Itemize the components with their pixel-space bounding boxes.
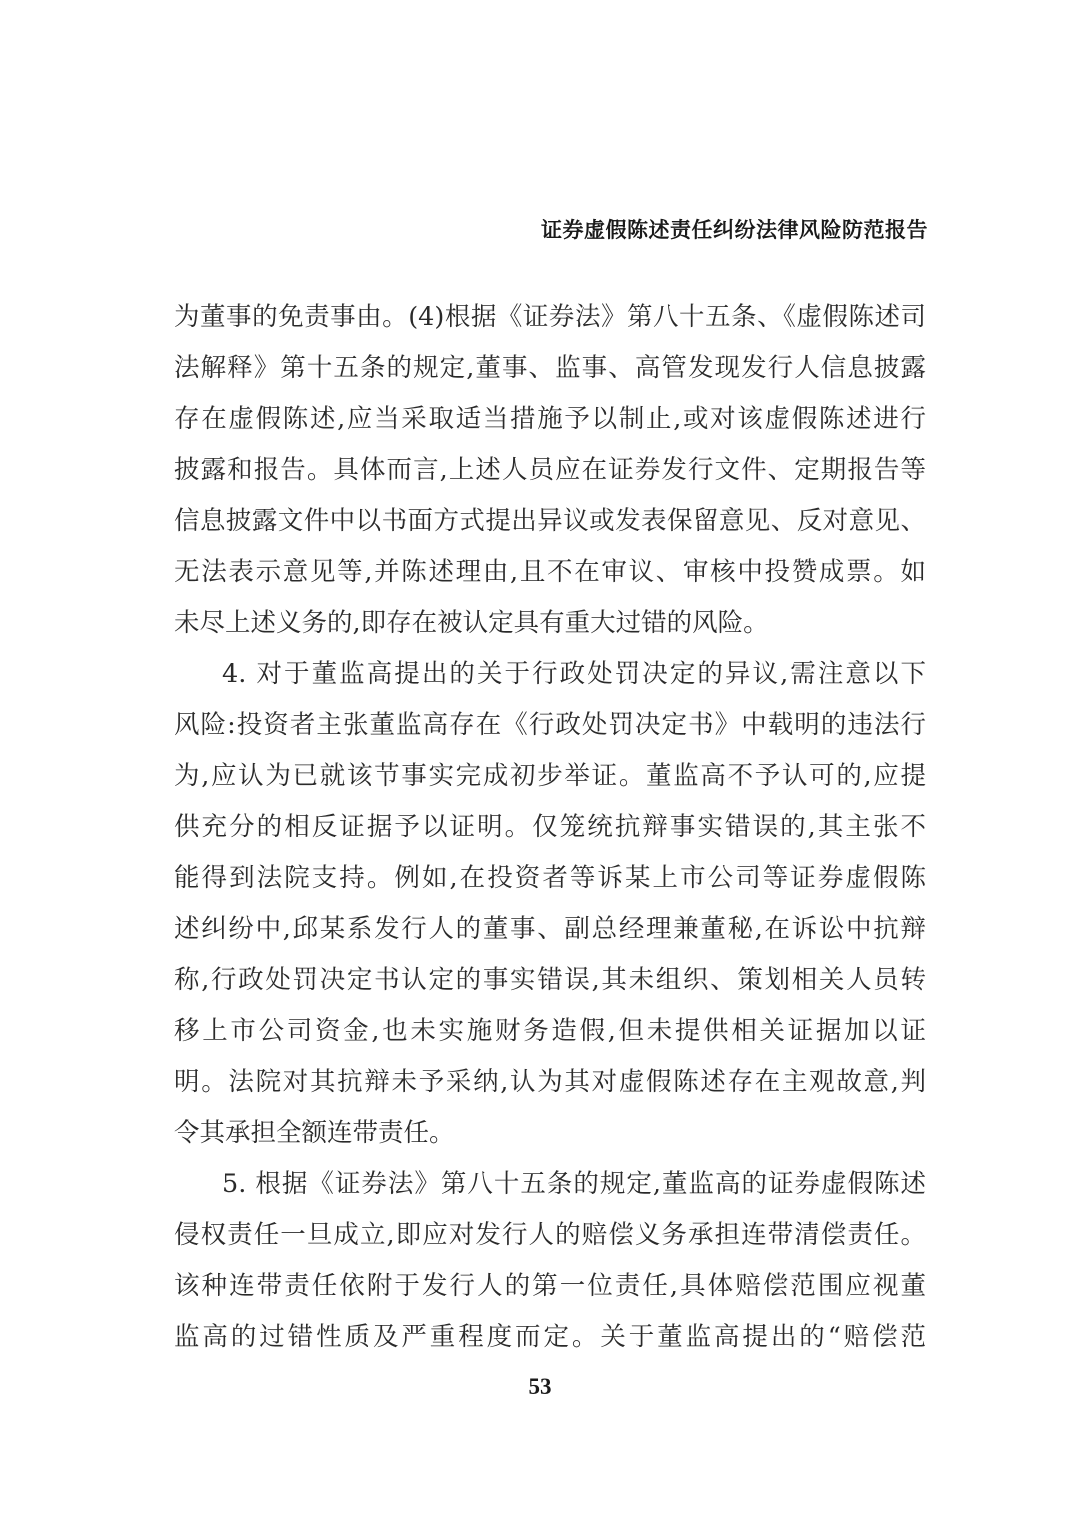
text-line: 4. 对于董监高提出的关于行政处罚决定的异议,需注意以下	[222, 659, 926, 689]
text-line: 信息披露文件中以书面方式提出异议或发表保留意见、反对意见、	[174, 506, 926, 536]
running-header: 证券虚假陈述责任纠纷法律风险防范报告	[541, 218, 928, 242]
text-line: 存在虚假陈述,应当采取适当措施予以制止,或对该虚假陈述进行	[174, 404, 926, 434]
text-line: 监高的过错性质及严重程度而定。关于董监高提出的“赔偿范	[174, 1322, 926, 1352]
text-line: 法解释》第十五条的规定,董事、监事、高管发现发行人信息披露	[174, 353, 926, 383]
text-line: 能得到法院支持。例如,在投资者等诉某上市公司等证券虚假陈	[174, 863, 926, 893]
text-line: 未尽上述义务的,即存在被认定具有重大过错的风险。	[174, 608, 769, 638]
text-line: 移上市公司资金,也未实施财务造假,但未提供相关证据加以证	[174, 1016, 926, 1046]
text-line: 称,行政处罚决定书认定的事实错误,其未组织、策划相关人员转	[174, 965, 926, 995]
text-line: 明。法院对其抗辩未予采纳,认为其对虚假陈述存在主观故意,判	[174, 1067, 926, 1097]
text-line: 风险:投资者主张董监高存在《行政处罚决定书》中载明的违法行	[174, 710, 926, 740]
text-line: 令其承担全额连带责任。	[174, 1118, 455, 1148]
text-line: 5. 根据《证券法》第八十五条的规定,董监高的证券虚假陈述	[222, 1169, 926, 1199]
text-line: 为,应认为已就该节事实完成初步举证。董监高不予认可的,应提	[174, 761, 926, 791]
text-line: 侵权责任一旦成立,即应对发行人的赔偿义务承担连带清偿责任。	[174, 1220, 926, 1250]
page-number: 53	[528, 1374, 552, 1399]
text-line: 供充分的相反证据予以证明。仅笼统抗辩事实错误的,其主张不	[174, 812, 926, 842]
text-line: 无法表示意见等,并陈述理由,且不在审议、审核中投赞成票。如	[174, 557, 926, 587]
text-line: 述纠纷中,邱某系发行人的董事、副总经理兼董秘,在诉讼中抗辩	[174, 914, 926, 944]
text-line: 披露和报告。具体而言,上述人员应在证券发行文件、定期报告等	[174, 455, 926, 485]
text-line: 为董事的免责事由。(4)根据《证券法》第八十五条、《虚假陈述司	[174, 302, 926, 332]
text-line: 该种连带责任依附于发行人的第一位责任,具体赔偿范围应视董	[174, 1271, 926, 1301]
